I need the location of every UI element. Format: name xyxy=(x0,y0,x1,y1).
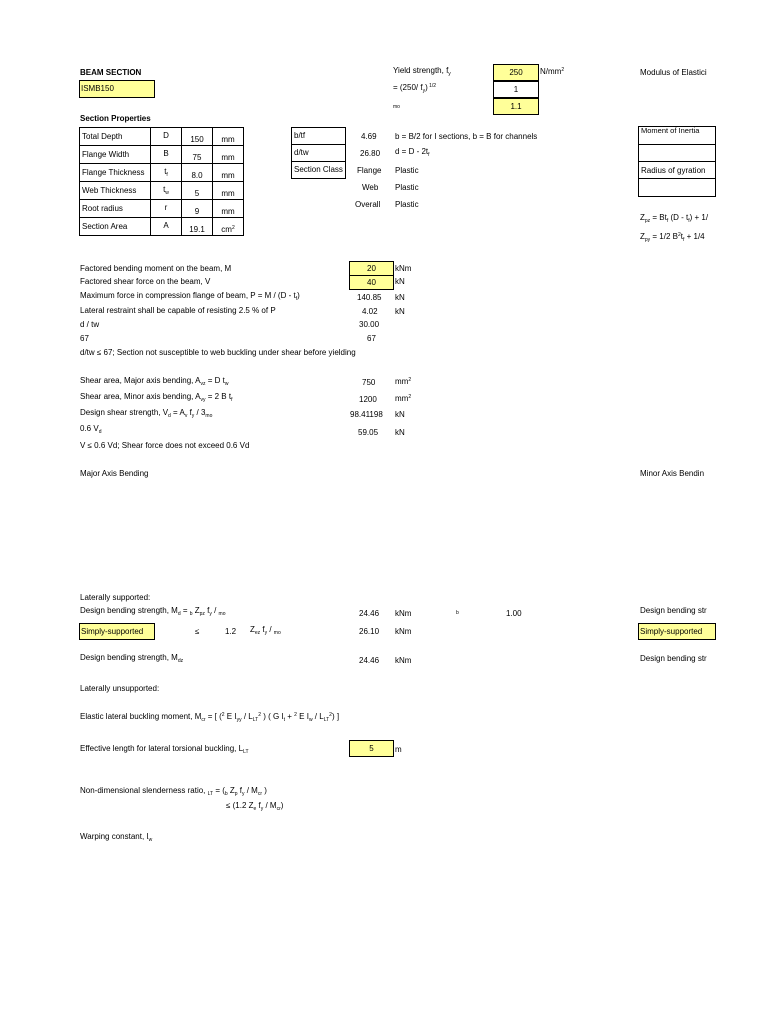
moment-unit: kNm xyxy=(395,264,412,273)
e67-label: 67 xyxy=(80,334,89,343)
lateral-value: 4.02 xyxy=(362,307,378,316)
limit-coefficient: 1.2 xyxy=(225,627,237,636)
property-value: 75 xyxy=(182,146,213,164)
moment-label: Factored bending moment on the beam, M xyxy=(80,264,232,273)
shear-area-major-value: 750 xyxy=(362,378,376,387)
yield-strength-cell[interactable]: 250 xyxy=(493,64,539,81)
overall-class: Plastic xyxy=(395,200,419,209)
flange-label: Flange xyxy=(357,166,382,175)
epsilon-cell: 1 xyxy=(493,81,539,98)
section-properties-title: Section Properties xyxy=(80,114,151,123)
bf-note: b = B/2 for I sections, b = B for channels xyxy=(395,132,538,141)
buckling-note: d/tw ≤ 67; Section not susceptible to web buckling under shear before yielding xyxy=(80,348,356,357)
property-value: 19.1 xyxy=(182,218,213,236)
shear-label: Factored shear force on the beam, V xyxy=(80,277,211,286)
major-axis-heading: Major Axis Bending xyxy=(80,469,149,478)
section-property-row xyxy=(80,200,244,218)
vd06-unit: kN xyxy=(395,428,405,437)
maxforce-value: 140.85 xyxy=(357,293,382,302)
design-shear-value: 98.41198 xyxy=(350,410,383,419)
zpz-formula: $Z_{pz} = Bt_f$ $(D - t_f) + 1/$ xyxy=(640,213,709,224)
effective-length-unit: m xyxy=(395,745,402,754)
inertia-value-cell xyxy=(638,144,716,162)
shear-unit: kN xyxy=(395,277,405,286)
design-bending2-value: 24.46 xyxy=(359,656,380,665)
design-shear-label: Design shear strength, $V_d = A_v$ $f_y / 3_{mo}$ xyxy=(80,408,213,419)
shear-area-minor-label: Shear area, Minor axis bending, $A_{vy} = 2$ B $t_f$ xyxy=(80,392,233,403)
support-type-cell[interactable]: Simply-supported xyxy=(79,623,155,640)
beta-b-value: 1.00 xyxy=(506,609,522,618)
property-unit: mm xyxy=(213,164,244,182)
design-bending2-unit: kNm xyxy=(395,656,412,665)
less-equal-symbol: ≤ xyxy=(195,627,200,636)
yield-strength-label: Yield strength, $f_y$ xyxy=(393,66,451,77)
gyration-value-cell xyxy=(638,178,716,197)
shear-area-minor-value: 1200 xyxy=(359,395,377,404)
shear-area-major-unit: $mm^2$ xyxy=(395,377,412,386)
section-property-row xyxy=(80,164,244,182)
property-symbol: r xyxy=(151,200,182,218)
flange-class: Plastic xyxy=(395,166,419,175)
bf-label: b/tf xyxy=(292,128,346,145)
property-unit: mm xyxy=(213,128,244,146)
section-property-row xyxy=(80,218,244,236)
property-unit: mm xyxy=(213,200,244,218)
vd06-label: 0.6 $V_d$ xyxy=(80,424,102,435)
yield-unit: $N/mm^2$ xyxy=(540,67,565,76)
warping-constant-label: Warping constant, $I_w$ xyxy=(80,832,153,843)
property-unit: mm xyxy=(213,182,244,200)
bf-value: 4.69 xyxy=(361,132,377,141)
section-class-label: Section Class xyxy=(292,162,346,179)
moment-of-inertia-cell: Moment of Inertia xyxy=(638,126,716,145)
property-symbol: $t_w$ xyxy=(151,182,182,200)
property-symbol: A xyxy=(151,218,182,236)
shear-area-major-label: Shear area, Major axis bending, $A_{vz} = D$ $t_w$ xyxy=(80,376,229,387)
right-support-type-cell[interactable]: Simply-supported xyxy=(638,623,716,640)
dtw-value: 26.80 xyxy=(360,149,381,158)
section-name-cell[interactable]: ISMB150 xyxy=(79,80,155,98)
design-bending-unit: kNm xyxy=(395,609,412,618)
e67-value: 67 xyxy=(367,334,376,343)
lat-supported-heading: Laterally supported: xyxy=(80,593,151,602)
shear-area-minor-unit: $mm^2$ xyxy=(395,394,412,403)
slenderness-limit: ≤ (1.2 $Z_e$ $f_y / M_{cr}$) xyxy=(226,801,284,812)
property-name: Section Area xyxy=(80,218,151,236)
web-class: Plastic xyxy=(395,183,419,192)
design-bending-label: Design bending strength, $M_d = _b$ $Z_{pz}$ $f_y / _{mo}$ xyxy=(80,606,226,617)
design-shear-unit: kN xyxy=(395,410,405,419)
property-name: Root radius xyxy=(80,200,151,218)
gamma-mo-cell[interactable]: 1.1 xyxy=(493,98,539,115)
property-value: 5 xyxy=(182,182,213,200)
beta-b-label: b xyxy=(456,610,459,616)
moment-cell[interactable]: 20 xyxy=(349,261,394,276)
dtw-note: $d = D - 2t_f$ xyxy=(395,147,430,158)
shear-note: V ≤ 0.6 Vd; Shear force does not exceed 0.6 Vd xyxy=(80,441,250,450)
lateral-unit: kN xyxy=(395,307,405,316)
section-property-row xyxy=(80,128,244,146)
web-label: Web xyxy=(362,183,379,192)
elastic-buckling-label: Elastic lateral buckling moment, $M_{cr}$ = [ ($^2$ E $I_{yy} / L_{LT}^2$ ) ( G $I_t + ^2$ E $I_w / L_{LT}^2$) ] xyxy=(80,712,340,723)
lateral-label: Lateral restraint shall be capable of resisting 2.5 % of P xyxy=(80,306,276,315)
beam-section-heading: BEAM SECTION xyxy=(80,68,142,77)
property-name: Flange Thickness xyxy=(80,164,151,182)
radius-gyration-cell: Radius of gyration xyxy=(638,161,716,179)
property-value: 9 xyxy=(182,200,213,218)
property-symbol: $t_f$ xyxy=(151,164,182,182)
slenderness-label: Non-dimensional slenderness ratio, $_{LT} = (_b$ $Z_p$ $f_y / M_{cr}$ ) xyxy=(80,786,267,797)
shear-cell[interactable]: 40 xyxy=(349,275,394,290)
section-properties-table xyxy=(79,127,244,236)
vd06-value: 59.05 xyxy=(358,428,379,437)
property-value: 8.0 xyxy=(182,164,213,182)
modulus-label: Modulus of Elastici xyxy=(640,68,707,77)
property-symbol: D xyxy=(151,128,182,146)
dtw-label: d/tw xyxy=(292,145,346,162)
property-name: Web Thickness xyxy=(80,182,151,200)
section-property-row xyxy=(80,182,244,200)
epsilon-formula: = (250/ $f_y$) $^{1/2}$ xyxy=(393,83,437,94)
dtw2-label: d / tw xyxy=(80,320,100,329)
maxforce-unit: kN xyxy=(395,293,405,302)
property-unit: mm xyxy=(213,146,244,164)
property-unit: $cm^2$ xyxy=(213,218,244,236)
section-property-row xyxy=(80,146,244,164)
right-design-bending2-label: Design bending str xyxy=(640,654,707,663)
design-bending-value: 24.46 xyxy=(359,609,380,618)
maxforce-label: Maximum force in compression flange of beam, $P = M / (D - t_f)$ xyxy=(80,291,300,302)
dtw2-value: 30.00 xyxy=(359,320,380,329)
zpy-formula: $Z_{py} = 1/2$ $B^2t_f + 1/4$ xyxy=(640,232,705,243)
overall-label: Overall xyxy=(355,200,381,209)
minor-axis-heading: Minor Axis Bendin xyxy=(640,469,705,478)
property-symbol: B xyxy=(151,146,182,164)
property-name: Flange Width xyxy=(80,146,151,164)
classification-label-table xyxy=(291,127,346,179)
property-value: 150 xyxy=(182,128,213,146)
design-bending2-label: Design bending strength, $M_{dz}$ xyxy=(80,653,184,664)
effective-length-label: Effective length for lateral torsional buckling, $L_{LT}$ xyxy=(80,744,249,755)
lat-unsupported-heading: Laterally unsupported: xyxy=(80,684,160,693)
limit-formula: $Z_{ez}$ $f_y / _{mo}$ xyxy=(250,625,281,636)
gamma-mo-label: mo xyxy=(393,104,400,110)
limit-unit: kNm xyxy=(395,627,412,636)
right-design-bending-label: Design bending str xyxy=(640,606,707,615)
limit-value: 26.10 xyxy=(359,627,380,636)
property-name: Total Depth xyxy=(80,128,151,146)
effective-length-cell[interactable]: 5 xyxy=(349,740,394,757)
